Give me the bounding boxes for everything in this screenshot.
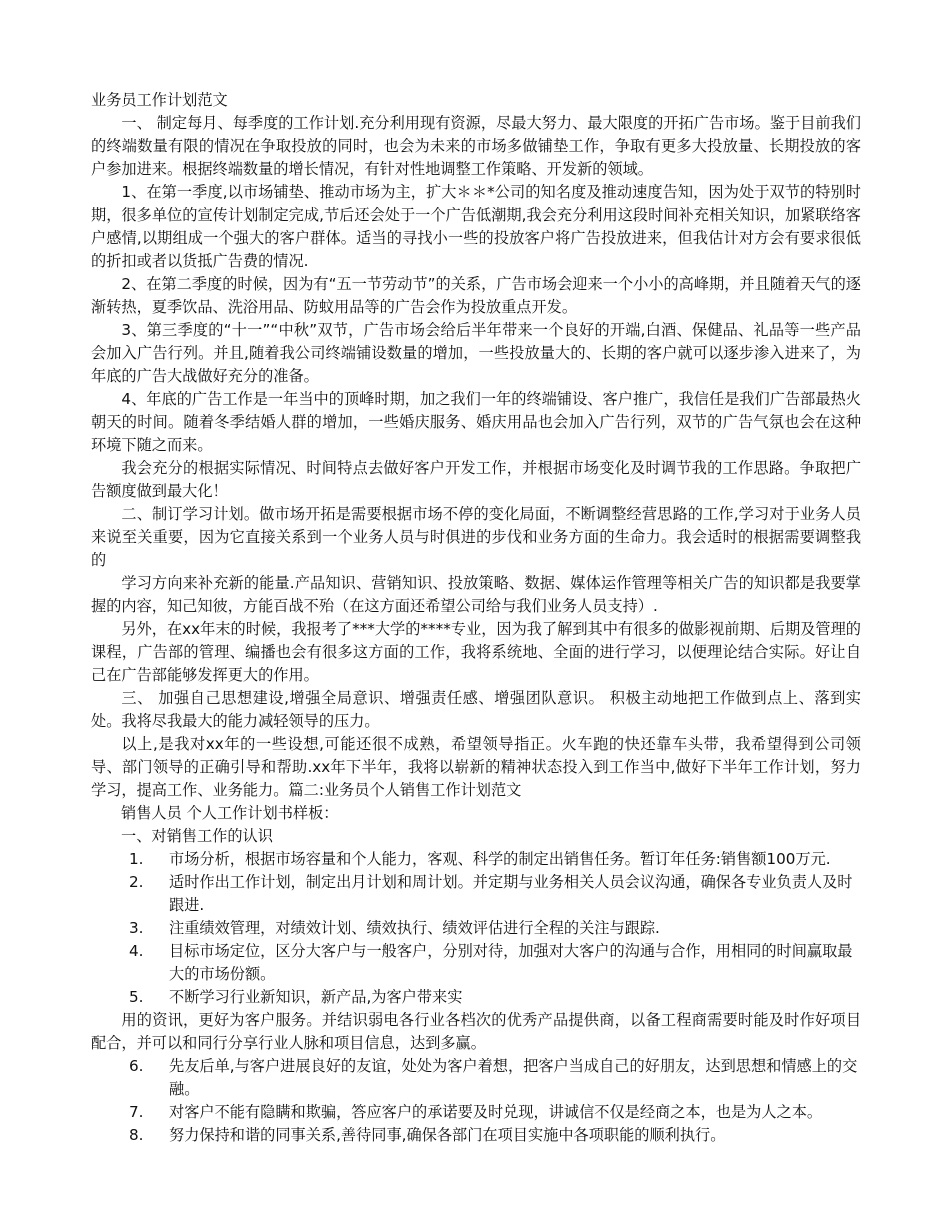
list-item-number: 5. [129, 988, 144, 1006]
list-item-number: 7. [129, 1103, 144, 1121]
paragraph: 一、 制定每月、每季度的工作计划.充分利用现有资源，尽最大努力、最大限度的开拓广告市场。鉴于目前我们的终端数量有限的情况在争取投放的同时，也会为未来的市场多做铺垫工作，争取有更多大投放量、长期投放的客户参加进来。根据终端数量的增长情况，有针对性地调整工作策略、开发新的领域。 [91, 114, 861, 178]
list-item-text: 适时作出工作计划，制定出月计划和周计划。并定期与业务相关人员会议沟通，确保各专业负责人及时跟进. [169, 873, 853, 914]
paragraph: 二、制订学习计划。做市场开拓是需要根据市场不停的变化局面，不断调整经营思路的工作,学习对于业务人员来说至关重要，因为它直接关系到一个业务人员与时俱进的步伐和业务方面的生命力。我会适时的根据需要调整我的 [91, 505, 861, 569]
list-item [91, 986, 861, 1009]
list-item [91, 1124, 861, 1147]
list-item-text: 不断学习行业新知识，新产品,为客户带来实 [169, 988, 463, 1006]
paragraph: 我会充分的根据实际情况、时间特点去做好客户开发工作，并根据市场变化及时调节我的工作思路。争取把广告额度做到最大化！ [91, 459, 861, 500]
list-item-text: 市场分析，根据市场容量和个人能力，客观、科学的制定出销售任务。暂订年任务:销售额100万元. [169, 850, 831, 868]
list-item [91, 848, 861, 871]
list-item-number: 6. [129, 1057, 144, 1075]
paragraph: 4、年底的广告工作是一年当中的顶峰时期，加之我们一年的终端铺设、客户推广，我信任是我们广告部最热火朝天的时间。随着冬季结婚人群的增加，一些婚庆服务、婚庆用品也会加入广告行列，双节的广告气氛也会在这种环境下随之而来。 [91, 390, 861, 454]
paragraph: 学习方向来补充新的能量.产品知识、营销知识、投放策略、数据、媒体运作管理等相关广告的知识都是我要掌握的内容，知己知彼，方能百战不殆（在这方面还希望公司给与我们业务人员支持）. [91, 574, 861, 615]
paragraph: 1、在第一季度,以市场铺垫、推动市场为主，扩大＊＊*公司的知名度及推动速度告知，因为处于双节的特别时期，很多单位的宣传计划制定完成,节后还会处于一个广告低潮期,我会充分利用这段时间补充相关知识，加紧联络客户感情,以期组成一个强大的客户群体。适当的寻找小一些的投放客户将广告投放进来，但我估计对方会有要求很低的折扣或者以货抵广告费的情况. [91, 183, 861, 270]
list-item-number: 8. [129, 1126, 144, 1144]
paragraph: 另外，在xx年末的时候，我报考了***大学的****专业，因为我了解到其中有很多的做影视前期、后期及管理的课程，广告部的管理、编播也会有很多这方面的工作，我将系统地、全面的进行学习，以便理论结合实际。好让自己在广告部能够发挥更大的作用。 [91, 620, 861, 684]
numbered-list [91, 848, 861, 1009]
numbered-list [91, 1055, 861, 1147]
document-page [91, 89, 861, 1147]
section-heading: 一、对销售工作的认识 [121, 827, 273, 845]
paragraph: 三、 加强自己思想建设,增强全局意识、增强责任感、增强团队意识。 积极主动地把工作做到点上、落到实处。我将尽我最大的能力减轻领导的压力。 [91, 689, 861, 730]
list-item [91, 1101, 861, 1124]
list-item [91, 917, 861, 940]
list-item-text: 目标市场定位，区分大客户与一般客户，分别对待，加强对大客户的沟通与合作，用相同的时间赢取最大的市场份额。 [169, 942, 853, 983]
list-item-number: 1. [129, 850, 144, 868]
sales-heading: 销售人员 个人工作计划书样板： [121, 804, 339, 822]
paragraph: 2、在第二季度的时候，因为有“五一节劳动节”的关系，广告市场会迎来一个小小的高峰期，并且随着天气的逐渐转热，夏季饮品、洗浴用品、防蚊用品等的广告会作为投放重点开发。 [91, 275, 861, 316]
list-item [91, 871, 861, 917]
document-title: 业务员工作计划范文 [91, 91, 228, 109]
paragraph: 用的资讯，更好为客户服务。并结识弱电各行业各档次的优秀产品提供商，以备工程商需要时能及时作好项目配合，并可以和同行分享行业人脉和项目信息，达到多赢。 [91, 1011, 861, 1052]
list-item-text: 先友后单,与客户进展良好的友谊，处处为客户着想，把客户当成自己的好朋友，达到思想和情感上的交融。 [169, 1057, 858, 1098]
list-item [91, 1055, 861, 1101]
paragraph: 以上,是我对xx年的一些设想,可能还很不成熟，希望领导指正。火车跑的快还靠车头带，我希望得到公司领导、部门领导的正确引导和帮助.xx年下半年，我将以崭新的精神状态投入到工作当中,做好下半年工作计划，努力学习，提高工作、业务能力。篇二:业务员个人销售工作计划范文 [91, 735, 861, 799]
list-item-number: 3. [129, 919, 144, 937]
list-item [91, 940, 861, 986]
list-item-number: 2. [129, 873, 144, 891]
list-item-text: 努力保持和谐的同事关系,善待同事,确保各部门在项目实施中各项职能的顺利执行。 [169, 1126, 726, 1144]
paragraph: 3、第三季度的“十一”“中秋”双节，广告市场会给后半年带来一个良好的开端,白酒、保健品、礼品等一些产品会加入广告行列。并且,随着我公司终端铺设数量的增加，一些投放量大的、长期的客户就可以逐步渗入进来了，为年底的广告大战做好充分的准备。 [91, 321, 861, 385]
list-item-text: 对客户不能有隐瞒和欺骗，答应客户的承诺要及时兑现，讲诚信不仅是经商之本，也是为人之本。 [169, 1103, 823, 1121]
list-item-text: 注重绩效管理，对绩效计划、绩效执行、绩效评估进行全程的关注与跟踪. [169, 919, 660, 937]
list-item-number: 4. [129, 942, 144, 960]
